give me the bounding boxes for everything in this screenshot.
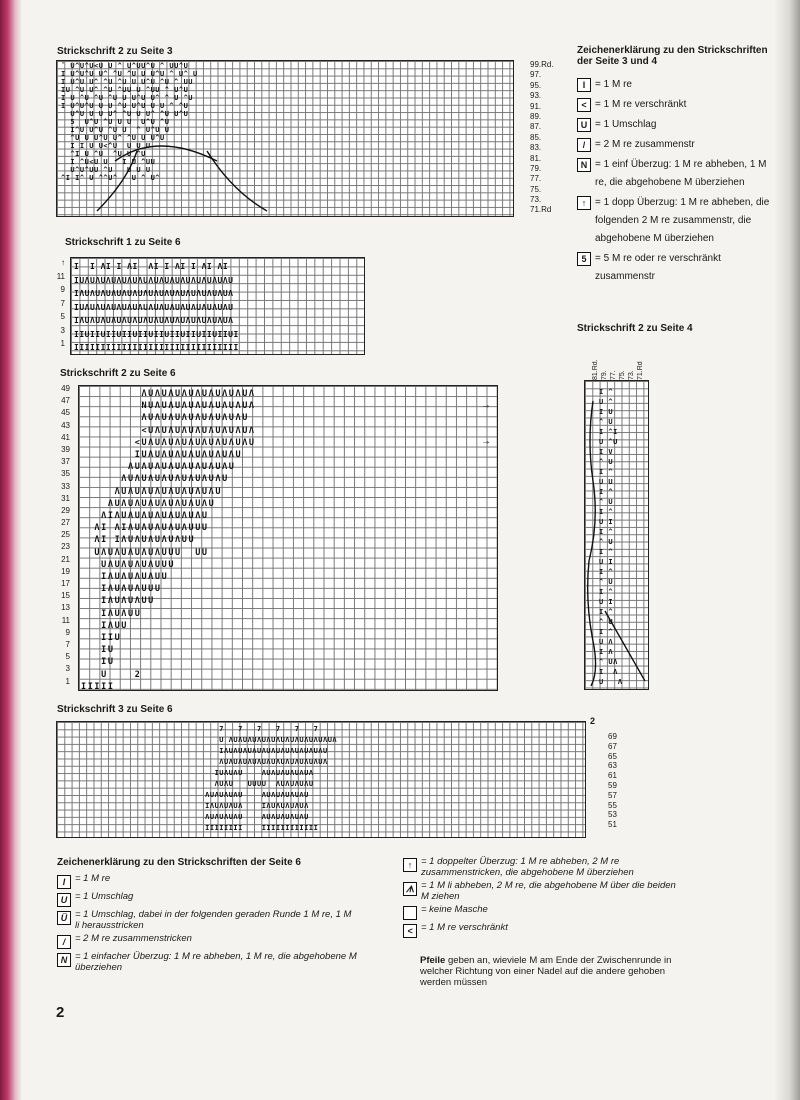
stitch-row: ΛUΛU UUUU ΛUΛUΛUΛU: [59, 780, 314, 788]
legend-item: [403, 880, 678, 902]
stitch-symbol-icon: ↑: [403, 858, 417, 872]
stitch-symbol-icon: /: [577, 138, 591, 152]
stitch-row: U ^: [599, 398, 614, 406]
chart-b-row-labels: [45, 258, 65, 353]
page-shadow-edge: [774, 0, 800, 1100]
row-label: 25: [61, 530, 70, 540]
row-label: 43: [61, 420, 70, 430]
legend-item: [57, 951, 357, 973]
stitch-row: IIU: [81, 633, 122, 644]
stitch-row: U I: [599, 598, 614, 606]
stitch-symbol-icon: U: [57, 893, 71, 907]
legend-item: [57, 873, 357, 889]
legend-text: = 1 einf Überzug: 1 M re abheben, 1 M re, die abgehobene M überziehen: [595, 159, 767, 188]
stitch-symbol-icon: <: [577, 98, 591, 112]
stitch-symbol-icon: N: [57, 953, 71, 967]
stitch-row: 5 U^U ^U U U U^U ^U: [61, 118, 170, 126]
stitch-row: U^U^UU ^U U U U: [61, 166, 151, 174]
stitch-row: IΛUΛUU: [81, 608, 142, 619]
legend-text: = 2 M re zusammenstr: [595, 139, 695, 150]
stitch-row: ˇ U^U^U<U U ^ U^UU^U ^ UU^U: [61, 62, 189, 70]
round-label: 71.Rd: [637, 361, 644, 380]
chart-a-grid: [56, 60, 514, 217]
row-label: 87.: [530, 122, 542, 132]
legend-text: = 1 dopp Überzug: 1 M re abheben, die folgenden 2 M re zusammenstr, die abgehobene M überziehen: [595, 197, 770, 244]
legend-note-bold: Pfeile: [420, 955, 446, 966]
row-label: 49: [61, 384, 70, 393]
stitch-row: ΛI ΛIΛUΛUΛUΛUΛUUU: [81, 523, 209, 534]
stitch-row: IIIIIIIIIIIIIIIIIIIIIIIIIIIIIII: [74, 343, 239, 352]
stitch-row: ^I U ^U ^U U ^U: [61, 150, 146, 158]
arrow-icon: →: [481, 436, 491, 447]
stitch-row: NUΛUΛUΛUΛUΛUΛUΛUΛ: [81, 401, 256, 412]
row-label: 13: [61, 603, 70, 613]
row-label: 69: [608, 732, 617, 741]
stitch-row: I ^: [599, 628, 614, 636]
stitch-row: ^ U: [599, 458, 614, 466]
row-label: 57: [608, 790, 617, 800]
legend-item: [577, 116, 777, 134]
stitch-row: ΛUΛUΛUΛUΛUΛUΛUΛU: [81, 474, 229, 485]
stitch-row: ^ U: [599, 418, 614, 426]
row-label: 65: [608, 751, 617, 761]
legend-text: = 5 M re oder re verschränkt zusammenstr: [595, 253, 721, 282]
round-label: 77.: [610, 370, 617, 380]
legend-text: = 1 einfacher Überzug: 1 M re abheben, 1 M re, die abgehobene M überziehen: [75, 951, 357, 973]
legend-text: = 1 Umschlag, dabei in der folgenden geraden Runde 1 M re, 1 M li herausstricken: [75, 909, 352, 931]
row-label: 5: [60, 312, 65, 321]
stitch-row: I ^U<U U I U ^UU: [61, 158, 156, 166]
chart-d-round-labels: [592, 340, 652, 380]
chart-c-symbols: [81, 388, 256, 693]
row-label: 39: [61, 444, 70, 454]
chart-d-title: Strickschrift 2 zu Seite 4: [577, 323, 693, 334]
stitch-row: IΛUΛUΛUUU: [81, 584, 162, 595]
row-label: 3: [65, 664, 70, 674]
chart-e-row-labels: [608, 732, 617, 830]
stitch-row: U Λ: [599, 638, 614, 646]
row-label: 31: [61, 493, 70, 503]
stitch-row: U ΛUΛUΛUΛUΛUΛUΛUΛUΛUΛUΛUΛ: [59, 736, 338, 744]
stitch-row: ΛUΛUΛUΛUΛUΛUΛUΛU: [81, 413, 249, 424]
chart-c-grid: [78, 385, 498, 691]
chart-e-symbols: [59, 724, 337, 834]
stitch-row: U I: [599, 558, 614, 566]
stitch-row: IIIII: [81, 681, 115, 692]
row-label: 5: [65, 652, 70, 662]
page-number: 2: [56, 1004, 65, 1021]
magazine-spine-edge: [0, 0, 22, 1100]
stitch-symbol-icon: <: [403, 924, 417, 938]
stitch-symbol-icon: I: [57, 875, 71, 889]
chart-b-title: Strickschrift 1 zu Seite 6: [65, 237, 181, 248]
chart-a-row-labels: [530, 60, 554, 216]
stitch-row: <UΛUΛUΛUΛUΛUΛUΛUΛU: [81, 437, 256, 448]
row-label: 3: [60, 325, 65, 335]
row-label: 15: [61, 591, 70, 601]
stitch-row: I ^: [599, 548, 614, 556]
legend-right-title: Zeichenerklärung zu den Strickschriften der Seite 3 und 4: [577, 45, 768, 67]
row-label: 61: [608, 771, 617, 781]
stitch-row: I ^I: [599, 428, 618, 436]
stitch-row: I ^: [599, 508, 614, 516]
stitch-symbol-icon: /: [57, 935, 71, 949]
stitch-row: ^ U: [599, 618, 614, 626]
row-label: 75.: [530, 184, 542, 194]
stitch-row: IΛUΛUΛUΛUΛUΛUΛUΛUΛUΛUΛUΛUΛUΛUΛ: [74, 289, 234, 298]
stitch-row: IΛUΛUΛUΛUΛUΛUΛUΛUΛUΛUΛU: [59, 747, 328, 755]
legend-text: = 1 M li abheben, 2 M re, die abgehobene M über die beiden M ziehen: [421, 880, 676, 902]
round-label: 73.: [628, 370, 635, 380]
legend-item: [577, 250, 777, 286]
stitch-row: I V: [599, 448, 614, 456]
chart-e-title: Strickschrift 3 zu Seite 6: [57, 704, 173, 715]
legend-bottom-title: Zeichenerklärung zu den Strickschriften der Seite 6: [57, 857, 301, 868]
stitch-row: U U: [599, 478, 614, 486]
stitch-row: ^U U U^U U^ ^U U U^U: [61, 134, 165, 142]
stitch-row: IIUIIUIIUIIUIIUIIUIIUIIUIIUIIUI: [74, 329, 239, 339]
stitch-row: UΛUΛUΛUΛUΛUUU UU: [81, 547, 209, 558]
legend-bottom-left: [57, 873, 357, 975]
row-label: 71.Rd: [530, 205, 552, 215]
stitch-row: I U ^U ^U ^U U U^U U^ ^ U ^U: [61, 94, 194, 102]
row-label: 45: [61, 408, 70, 418]
stitch-row: I ^: [599, 608, 614, 616]
stitch-row: ΛUΛUΛUΛUΛUΛUΛUΛU: [81, 462, 236, 473]
stitch-row: IUΛUΛUΛUΛUΛUΛUΛUΛUΛUΛUΛUΛUΛUΛU: [74, 275, 234, 285]
legend-note: [420, 955, 675, 988]
legend-item: [403, 922, 678, 938]
row-label: 19: [61, 566, 70, 576]
row-label: 95.: [530, 80, 542, 90]
stitch-row: IU: [81, 645, 115, 656]
stitch-row: ΛUΛUΛUΛUΛUΛUΛUΛU: [81, 486, 223, 497]
stitch-row: IUΛUΛUΛUΛUΛUΛUΛU: [81, 450, 243, 461]
legend-item: [577, 194, 777, 248]
row-label: 81.: [530, 153, 542, 163]
stitch-symbol-icon: Ü: [57, 911, 71, 925]
row-label: 51: [608, 820, 617, 830]
legend-text: = 1 Umschlag: [595, 119, 657, 130]
chart-e-arrow-label: 2: [590, 716, 596, 726]
stitch-row: I Λ: [599, 668, 618, 676]
row-label: 11: [56, 271, 65, 281]
stitch-row: I ^: [599, 568, 614, 576]
legend-text: = 1 M re verschränkt: [595, 99, 687, 110]
legend-item: [403, 856, 678, 878]
stitch-row: ^ UΛ: [599, 658, 618, 666]
stitch-row: I U^U^U U U ^U U^U U U ^ ^U: [61, 102, 189, 110]
row-label: 67: [608, 741, 617, 751]
row-label: 7: [65, 639, 70, 649]
row-label: 1: [65, 676, 70, 686]
row-label: ↑: [61, 258, 65, 267]
row-label: 63: [608, 761, 617, 771]
arrow-icon: →: [481, 400, 491, 411]
row-label: 85.: [530, 132, 542, 142]
legend-text: = 1 M re: [595, 79, 632, 90]
stitch-row: ΛUΛUΛUΛU ΛUΛUΛUΛUΛU: [59, 791, 309, 799]
stitch-row: ΛUΛUΛUΛUΛUΛUΛUΛUΛUΛUΛUΛ: [59, 758, 328, 766]
row-label: 21: [61, 554, 70, 564]
row-label: 99.Rd.: [530, 60, 554, 69]
stitch-row: I ^: [599, 588, 614, 596]
round-label: 79.: [601, 370, 608, 380]
row-label: 83.: [530, 143, 542, 153]
row-label: 93.: [530, 91, 542, 101]
legend-item: [57, 909, 357, 931]
stitch-row: IUΛUΛUΛUΛUΛUΛUΛUΛUΛUΛUΛUΛUΛUΛU: [74, 302, 234, 312]
legend-text: = 1 M re verschränkt: [421, 922, 508, 933]
stitch-symbol-icon: 5: [577, 252, 591, 266]
stitch-row: IIIIIIII IIIIIIIIIIII: [59, 824, 319, 832]
stitch-row: IΛUΛUΛUΛUΛUΛUΛUΛUΛUΛUΛUΛUΛUΛUΛ: [74, 316, 234, 325]
row-label: 7: [60, 298, 65, 308]
stitch-row: ΛUΛUΛUΛUΛUΛUΛUΛU: [81, 498, 216, 509]
stitch-row: UΛUΛUΛUΛUUU: [81, 559, 176, 570]
legend-item: [577, 76, 777, 94]
legend-text: = 1 Umschlag: [75, 891, 134, 902]
stitch-row: U Λ: [599, 678, 623, 686]
legend-note-text: geben an, wieviele M am Ende der Zwischenrunde in welcher Richtung von einer Nadel auf die andere gehoben werden müssen: [420, 955, 672, 988]
chart-b-symbols: [74, 260, 239, 355]
row-label: 9: [65, 627, 70, 637]
stitch-row: I U^U^U U^ ^U ^U U U^U ^ U^ U: [61, 70, 198, 78]
row-label: 73.: [530, 195, 542, 205]
stitch-row: ΛUΛUΛUΛU ΛUΛUΛUΛUΛU: [59, 813, 309, 821]
stitch-row: U I: [599, 518, 614, 526]
row-label: 29: [61, 505, 70, 515]
stitch-row: IU: [81, 657, 115, 668]
stitch-row: ^I I^ U ^^U^ U ^ U^: [61, 174, 161, 182]
row-label: 27: [61, 518, 70, 528]
stitch-row: I I U U<^U U U U: [61, 142, 151, 150]
stitch-row: I U: [599, 408, 614, 416]
row-label: 97.: [530, 70, 542, 80]
row-label: 77.: [530, 174, 542, 184]
row-label: 41: [61, 432, 70, 442]
legend-right: [577, 76, 777, 288]
stitch-row: I ^: [599, 388, 614, 396]
chart-d-motif: [585, 381, 650, 691]
legend-item: [57, 933, 357, 949]
stitch-row: I^U U^U ^U U ^ U^U U: [61, 126, 170, 134]
chart-a-title: Strickschrift 2 zu Seite 3: [57, 46, 173, 57]
stitch-symbol-icon: [403, 906, 417, 920]
chart-e-grid: [56, 721, 586, 838]
chart-d-grid: [584, 380, 649, 690]
stitch-symbol-icon: ᗑ: [403, 882, 417, 896]
stitch-symbol-icon: ↑: [577, 196, 591, 210]
row-label: 47: [61, 396, 70, 406]
chart-b-grid: [70, 257, 365, 355]
stitch-row: I I ΛI I ΛI ΛI I ΛI I ΛI ΛI: [74, 262, 229, 271]
row-label: 53: [608, 810, 617, 820]
row-label: 55: [608, 800, 617, 810]
stitch-symbol-icon: U: [577, 118, 591, 132]
round-label: 75.: [619, 370, 626, 380]
row-label: 11: [61, 615, 70, 625]
stitch-row: IU ^U U^ ^U ^UU U ^UU ^ U^U: [61, 86, 189, 94]
stitch-row: I ^: [599, 468, 614, 476]
chart-a-motif: [57, 61, 515, 218]
legend-text: = 2 M re zusammenstricken: [75, 933, 192, 944]
row-label: 89.: [530, 111, 542, 121]
legend-bottom-right: [403, 856, 678, 940]
row-label: 33: [61, 481, 70, 491]
stitch-row: I U^U U^ ^U ^U U U^U ^U ^ UU: [61, 78, 194, 86]
row-label: 23: [61, 542, 70, 552]
stitch-row: ΛUΛUΛUΛUΛUΛUΛUΛUΛ: [81, 389, 256, 399]
round-label: 81.Rd.: [592, 359, 599, 380]
legend-item: [577, 136, 777, 154]
row-label: 17: [61, 579, 70, 588]
legend-item: [57, 891, 357, 907]
legend-text: = 1 doppelter Überzug: 1 M re abheben, 2 M re zusammenstricken, die abgehobene M überziehen: [421, 856, 634, 878]
row-label: 1: [60, 339, 65, 348]
stitch-row: IΛUU: [81, 620, 129, 631]
row-label: 59: [608, 780, 617, 790]
stitch-symbol-icon: N: [577, 158, 591, 172]
stitch-row: U^U U U U^ ^U U U^ ^U U^U: [61, 110, 189, 118]
stitch-row: IUΛUΛU ΛUΛUΛUΛUΛUΛ: [59, 769, 314, 777]
stitch-row: ^ U: [599, 538, 614, 546]
row-label: 37: [61, 457, 70, 467]
stitch-row: ΛIΛUΛUΛUΛUΛUΛUΛU: [81, 511, 209, 522]
legend-item: [577, 156, 777, 192]
legend-item: [577, 96, 777, 114]
legend-item: [403, 904, 678, 920]
stitch-row: <UΛUΛUΛUΛUΛUΛUΛUΛ: [81, 425, 256, 436]
stitch-row: 7 7 7 7 7 7: [59, 725, 319, 733]
stitch-row: U 2: [81, 669, 142, 680]
legend-text: = keine Masche: [421, 904, 488, 915]
stitch-row: ^ U: [599, 498, 614, 506]
row-label: 91.: [530, 101, 542, 111]
stitch-row: I Λ: [599, 648, 614, 656]
stitch-row: IΛUΛUΛUU: [81, 596, 155, 607]
row-label: 35: [61, 469, 70, 479]
stitch-symbol-icon: I: [577, 78, 591, 92]
row-label: 79.: [530, 163, 542, 173]
chart-c-row-labels: [40, 384, 70, 689]
stitch-row: U ^U: [599, 438, 618, 446]
stitch-row: I ^: [599, 528, 614, 536]
stitch-row: ΛI IΛUΛUΛUΛUΛUU: [81, 535, 196, 546]
legend-text: = 1 M re: [75, 873, 111, 884]
stitch-row: I ^: [599, 488, 614, 496]
stitch-row: IΛUΛUΛUΛ IΛUΛUΛUΛUΛ: [59, 802, 309, 810]
stitch-row: IΛUΛUΛUΛUU: [81, 572, 169, 583]
chart-c-title: Strickschrift 2 zu Seite 6: [60, 368, 176, 379]
row-label: 9: [60, 285, 65, 294]
stitch-row: ^ U: [599, 578, 614, 586]
